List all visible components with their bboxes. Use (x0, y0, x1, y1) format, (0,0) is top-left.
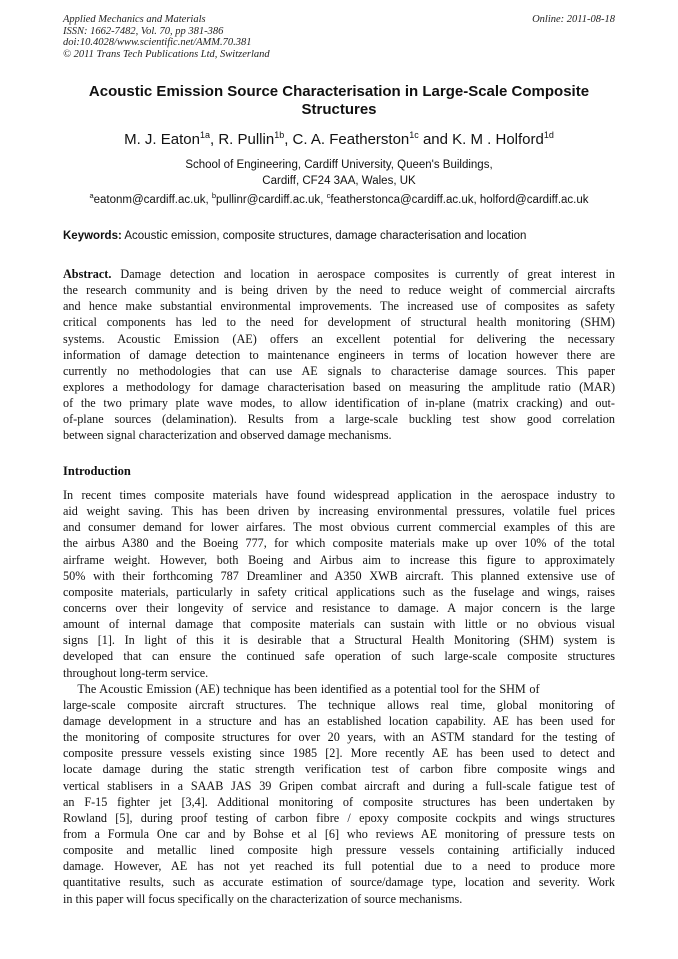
email-address: pullinr@cardiff.ac.uk (216, 194, 321, 206)
online-date: Online: 2011-08-18 (532, 14, 615, 25)
author-name: C. A. Featherston (292, 131, 410, 148)
paragraph-line: composite materials, particularly in safety critical applications such as the fuselage and wings, raises (63, 584, 615, 599)
abstract-line: of-plane sources (delamination). Results from a large-scale buckling test show good correlation (63, 412, 615, 427)
abstract-line: information of damage detection to maintenance engineers in terms of location however there are (63, 347, 615, 362)
author-affiliation-mark: 1b (274, 130, 285, 140)
issn-line: ISSN: 1662-7482, Vol. 70, pp 381-386 (63, 25, 224, 37)
author-name: M. J. Eaton (124, 131, 200, 148)
journal-name: Applied Mechanics and Materials (63, 14, 206, 25)
paragraph-line: the airbus A380 and the Boeing 777, for which composite materials make up over 10% of the total (63, 536, 615, 551)
abstract-line: between signal characterization and observed damage mechanisms. (63, 428, 392, 443)
author-name: R. Pullin (218, 131, 275, 148)
paragraph-line: large-scale composite aircraft structures. The technique allows real time, global monitoring of (63, 697, 615, 712)
affiliation (63, 158, 615, 189)
abstract-line: currently no methodologies that can use AE signals to characterise damage sources. This paper (63, 363, 615, 378)
paragraph-line: signs [1]. In light of this it is desirable that a Structural Health Monitoring (SHM) system is (63, 633, 615, 648)
author-separator: , (209, 131, 219, 148)
paragraph-line: an F-15 fighter jet [3,4]. Additional monitoring of composite structures has been undertaken by (63, 794, 615, 809)
paragraph-line: locate damage during the static strength verification test of carbon fibre composite wings and (63, 762, 615, 777)
email-mark: b (211, 191, 217, 200)
doi-line: doi:10.4028/www.scientific.net/AMM.70.381 (63, 37, 252, 48)
paper-title (63, 83, 615, 119)
keywords-label: Keywords: (63, 230, 122, 242)
email-address: eatonm@cardiff.ac.uk (93, 194, 206, 206)
abstract (63, 266, 615, 444)
author-name: K. M . Holford (452, 131, 544, 148)
email-mark: c (326, 191, 331, 200)
author-affiliation-mark: 1d (543, 130, 554, 140)
paragraph-line: airframe weight. However, both Boeing and Airbus aim to increase this figure to approximately (63, 552, 615, 567)
paragraph-line: The Acoustic Emission (AE) technique has been identified as a potential tool for the SHM of (63, 681, 540, 696)
paragraph-line: damage. However, AE has not yet reached its full potential due to a need to produce more (63, 859, 615, 874)
paragraph-line: amount of internal damage that composite materials can sustain with little or no obvious visual (63, 617, 615, 632)
paragraph-line: composite pressure vessels existing since 1985 [2]. More recently AE has been used to detect and (63, 746, 615, 761)
author-separator: and (418, 131, 453, 148)
abstract-line: Abstract. Damage detection and location in aerospace composites is currently of great interest in (63, 267, 615, 281)
paragraph-line: from a Formula One car and by Bohse et al [6] who reviews AE monitoring of pressure tests on (63, 826, 615, 841)
paragraph-line: aid weight saving. This has been driven by increasing environmental pressures, volatile fuel prices (63, 504, 615, 519)
paragraph-line: composite and metallic lined composite high pressure vessels containing artificially induced (63, 843, 615, 858)
author-list (63, 131, 615, 149)
copyright-line: © 2011 Trans Tech Publications Ltd, Switzerland (63, 48, 270, 60)
author-affiliation-mark: 1a (199, 130, 210, 140)
paragraph-line: In recent times composite materials have found widespread application in the aerospace industry to (63, 488, 615, 502)
email-address: featherstonca@cardiff.ac.uk (330, 194, 474, 206)
paragraph-line: concerns over their longevity of service and resistance to damage. A major concern is the large (63, 600, 615, 615)
abstract-line: the research community and is being driven by the need to reduce weight of commercial aircrafts (63, 283, 615, 298)
introduction-body (63, 487, 615, 907)
abstract-line: and hence make substantial environmental improvements. The increased use of composites as safety (63, 299, 615, 314)
affiliation-line: School of Engineering, Cardiff University, Queen's Buildings, (185, 159, 493, 171)
abstract-line: of the two primary plate wave modes, to allow identification of in-plane (matrix cracking) and out- (63, 396, 615, 411)
section-heading-introduction: Introduction (63, 464, 131, 478)
author-affiliation-mark: 1c (409, 130, 419, 140)
abstract-line: systems. Acoustic Emission (AE) offers an excellent potential for delivering the necessary (63, 331, 615, 346)
title-line: Acoustic Emission Source Characterisation in Large-Scale Composite (88, 83, 590, 100)
paragraph-line: quantitative results, such as accurate estimation of source/damage type, location and severity. Work (63, 875, 615, 890)
paragraph-line: Rowland [5], during proof testing of carbon fibre / epoxy composite cockpits and wings structures (63, 810, 615, 825)
paragraph-line: throughout long-term service. (63, 665, 209, 680)
paragraph-line: developed that can ensure the continued safe operation of such large-scale composite structures (63, 649, 615, 664)
abstract-line: critical components has led to the need for development of structural health monitoring (SHM) (63, 315, 615, 330)
paragraph-line: in this paper will focus specifically on the characterization of source mechanisms. (63, 891, 463, 906)
abstract-line: explores a methodology for damage characterisation based on measuring the amplitude ratio (MAR) (63, 379, 615, 394)
journal-header (63, 14, 615, 60)
paragraph-line: and consumer demand for lower airfares. The most obvious current commercial examples of this are (63, 520, 615, 535)
title-line: Structures (301, 101, 377, 118)
paragraph-line: damage development in a structure and has an established location capability. AE has been used for (63, 713, 615, 728)
paragraph-line: the monitoring of composite structures for over 20 years, with an ASTM standard for the testing of (63, 730, 615, 745)
paragraph-line: 50% with their forthcoming 787 Dreamliner and A350 XWB aircraft. This planned extensive use of (63, 568, 615, 583)
email-address: holford@cardiff.ac.uk (479, 194, 589, 206)
email-list: $^a$eatonm@cardiff.ac.uk, $^b$pullinr@cardiff.ac.uk, $^c$featherstonca@cardiff.ac.uk, holford@cardiff.ac.uk (89, 191, 589, 206)
affiliation-line: Cardiff, CF24 3AA, Wales, UK (262, 174, 416, 187)
author-separator: , (284, 131, 293, 148)
email-mark: a (89, 191, 94, 200)
paragraph-line: vertical stablisers in a SAAB JAS 39 Gripen combat aircraft and during a full-scale fatigue test of (63, 778, 615, 793)
abstract-label: Abstract. (63, 267, 112, 281)
keywords-text: Acoustic emission, composite structures, damage characterisation and location (124, 230, 527, 242)
keywords (63, 229, 615, 244)
